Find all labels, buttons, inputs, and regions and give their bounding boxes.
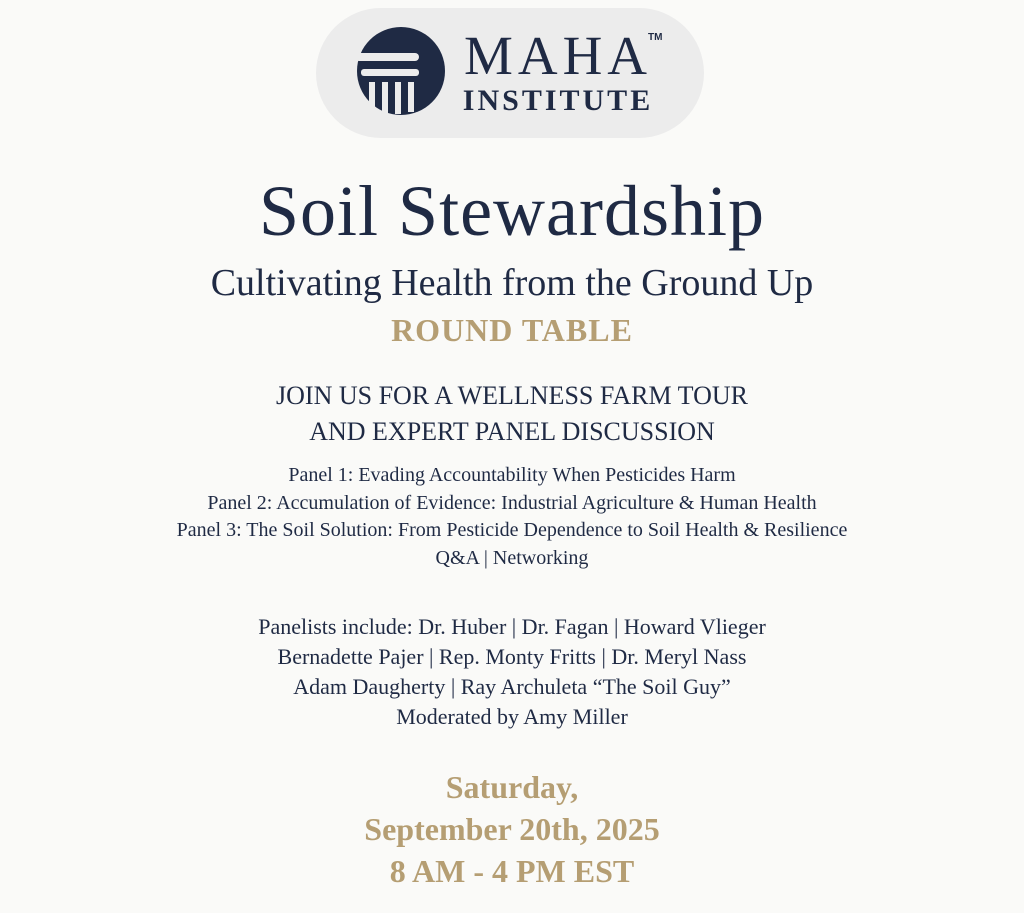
date-full: September 20th, 2025 <box>364 811 660 847</box>
panel-list <box>0 462 1024 572</box>
logo-name: MAHA <box>463 25 653 86</box>
panel-item: Panel 3: The Soil Solution: From Pesticide Dependence to Soil Health & Resilience <box>176 519 848 541</box>
logo-wordmark <box>458 25 663 118</box>
date-time: 8 AM - 4 PM EST <box>389 853 635 889</box>
invite-block <box>0 378 1024 450</box>
panel-item: Q&A | Networking <box>435 546 589 569</box>
event-title: Soil Stewardship <box>258 171 765 251</box>
logo-subname: INSTITUTE <box>462 84 654 117</box>
classical-column-icon <box>355 25 447 117</box>
panelist-line: Adam Daugherty | Ray Archuleta “The Soil Guy” <box>293 674 731 699</box>
invite-line: AND EXPERT PANEL DISCUSSION <box>309 417 715 446</box>
event-subtitle: Cultivating Health from the Ground Up <box>210 262 814 304</box>
panelist-line: Panelists include: Dr. Huber | Dr. Fagan | Howard Vlieger <box>258 614 766 639</box>
event-date <box>0 766 1024 892</box>
panelist-list <box>0 612 1024 732</box>
panel-item: Panel 1: Evading Accountability When Pesticides Harm <box>288 464 736 486</box>
logo-trademark: TM <box>648 32 663 43</box>
date-day: Saturday, <box>445 769 579 805</box>
event-tagline: ROUND TABLE <box>391 312 633 348</box>
panel-item: Panel 2: Accumulation of Evidence: Industrial Agriculture & Human Health <box>207 491 817 514</box>
moderator-line: Moderated by Amy Miller <box>396 704 628 729</box>
panelist-line: Bernadette Pajer | Rep. Monty Fritts | Dr. Meryl Nass <box>277 644 747 669</box>
invite-line: JOIN US FOR A WELLNESS FARM TOUR <box>276 381 748 410</box>
